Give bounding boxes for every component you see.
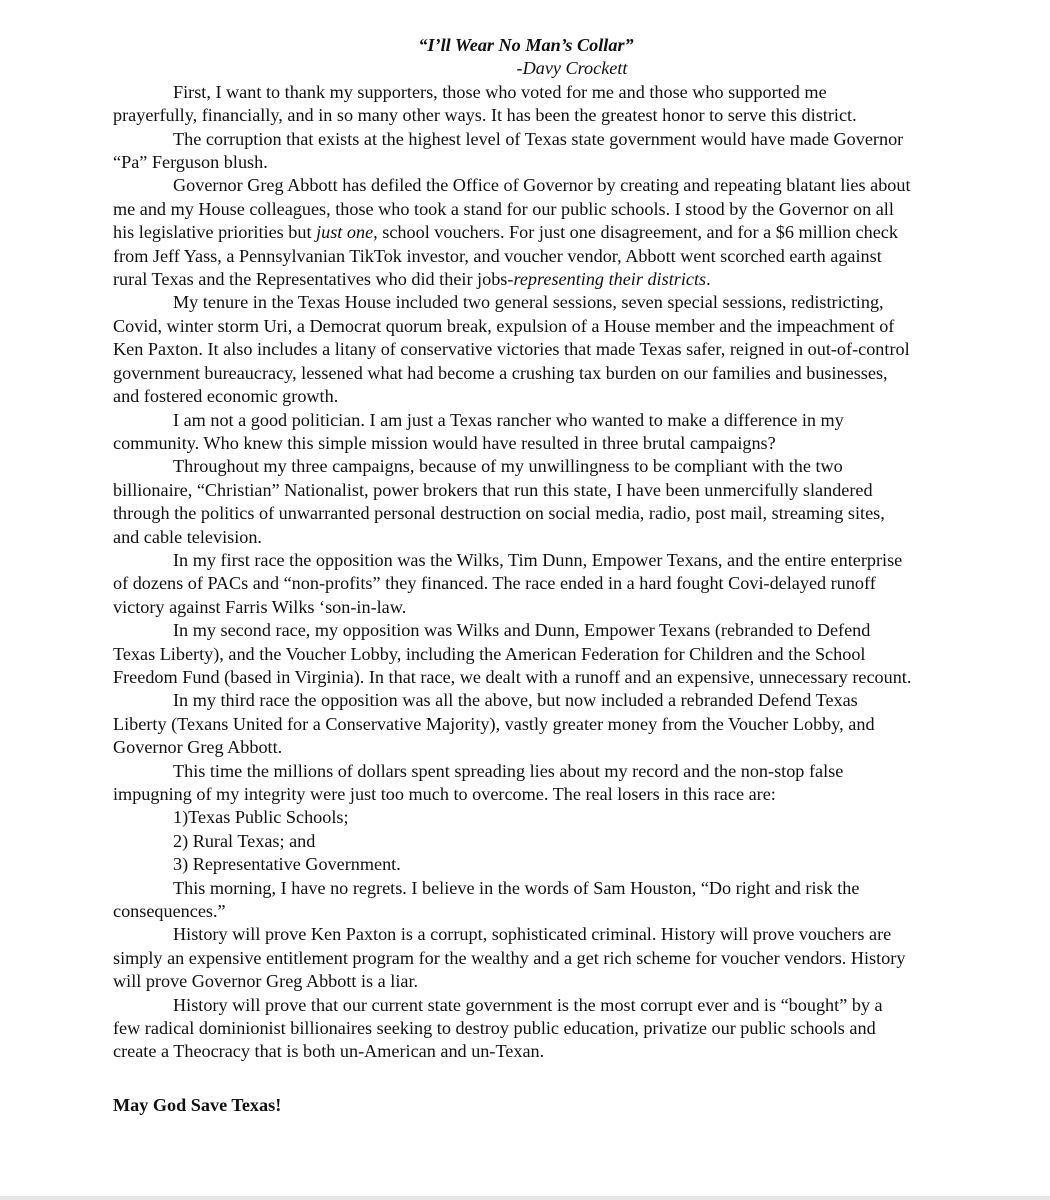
- paragraph-abbott-emphasis-1: just one: [316, 222, 374, 243]
- list-item: 1)Texas Public Schools;: [173, 807, 349, 828]
- paragraph-thanks: First, I want to thank my supporters, those who voted for me and those who supported me prayerfully, financially, and in so many other ways. It has been the greatest honor to serve this district.: [113, 81, 857, 126]
- list-item: 3) Representative Government.: [173, 854, 401, 875]
- paragraph-history-2: History will prove that our current state government is the most corrupt ever and is “bought” by a few radical dominionist billionaires seeking to destroy public education, privatize our public schools and create a Theocracy that is both un-American and un-Texan.: [113, 994, 883, 1062]
- statement-document: [113, 34, 913, 1117]
- paragraph-no-regrets: This morning, I have no regrets. I believe in the words of Sam Houston, “Do right and risk the consequences.”: [113, 877, 860, 922]
- paragraph-losers: This time the millions of dollars spent spreading lies about my record and the non-stop false impugning of my integrity were just too much to overcome. The real losers in this race are:: [113, 760, 844, 804]
- document-title: “I’ll Wear No Man’s Collar”: [418, 35, 634, 55]
- list-item: 2) Rural Texas; and: [173, 830, 316, 851]
- paragraph-abbott: [113, 174, 913, 291]
- paragraph-abbott-emphasis-2: representing their districts: [513, 269, 707, 290]
- paragraph-corruption: The corruption that exists at the highest level of Texas state government would have made Governor “Pa” Ferguson blush.: [113, 128, 904, 173]
- page-bottom-edge: [0, 1196, 1050, 1200]
- paragraph-first-race: In my first race the opposition was the Wilks, Tim Dunn, Empower Texans, and the entire enterprise of dozens of PACs and “non-profits” they financed. The race ended in a hard fought Covi-delayed runoff victory against Farris Wilks ‘son-in-law.: [113, 549, 903, 617]
- paragraph-rancher: I am not a good politician. I am just a Texas rancher who wanted to make a difference in my community. Who knew this simple mission would have resulted in three brutal campaigns?: [113, 409, 844, 453]
- paragraph-abbott-text-1: Governor Greg Abbott has defiled the Office of Governor by creating and repeating blatant lies about me and my House colleagues, those who took a stand for our public schools. I stood by the Governor on all his legislative priorities but: [113, 175, 911, 243]
- paragraph-tenure: My tenure in the Texas House included two general sessions, seven special sessions, redistricting, Covid, winter storm Uri, a Democrat quorum break, expulsion of a House member and the impeachment of Ken Paxton. It also includes a litany of conservative victories that made Texas safer, reigned in out-of-control government bureaucracy, lessened what had become a crushing tax burden on our families and businesses, and fostered economic growth.: [113, 292, 910, 407]
- paragraph-abbott-text-2: , school vouchers. For just one disagreement, and for a $6 million check from Jeff Yass, a Pennsylvanian TikTok investor, and voucher vendor, Abbott went scorched earth against rural Texas and the Representatives who did their jobs-: [113, 222, 898, 290]
- paragraph-third-race: In my third race the opposition was all the above, but now included a rebranded Defend Texas Liberty (Texans United for a Conservative Majority), vastly greater money from the Voucher Lobby, and Governor Greg Abbott.: [113, 690, 875, 758]
- quote-attribution: -Davy Crockett: [516, 58, 628, 79]
- paragraph-second-race: In my second race, my opposition was Wilks and Dunn, Empower Texans (rebranded to Defend Texas Liberty), and the Voucher Lobby, including the American Federation for Children and the School Freedom Fund (based in Virginia). In that race, we dealt with a runoff and an expensive, unnecessary recount.: [113, 620, 912, 687]
- closing-line: May God Save Texas!: [113, 1094, 282, 1115]
- paragraph-history-1: History will prove Ken Paxton is a corrupt, sophisticated criminal. History will prove vouchers are simply an expensive entitlement program for the wealthy and a get rich scheme for voucher vendors. History will prove Governor Greg Abbott is a liar.: [113, 924, 906, 992]
- paragraph-campaigns: Throughout my three campaigns, because of my unwillingness to be compliant with the two billionaire, “Christian” Nationalist, power brokers that run this state, I have been unmercifully slandered through the politics of unwarranted personal destruction on social media, radio, post mail, streaming sites, and cable television.: [113, 456, 885, 547]
- paragraph-abbott-text-3: .: [706, 269, 711, 290]
